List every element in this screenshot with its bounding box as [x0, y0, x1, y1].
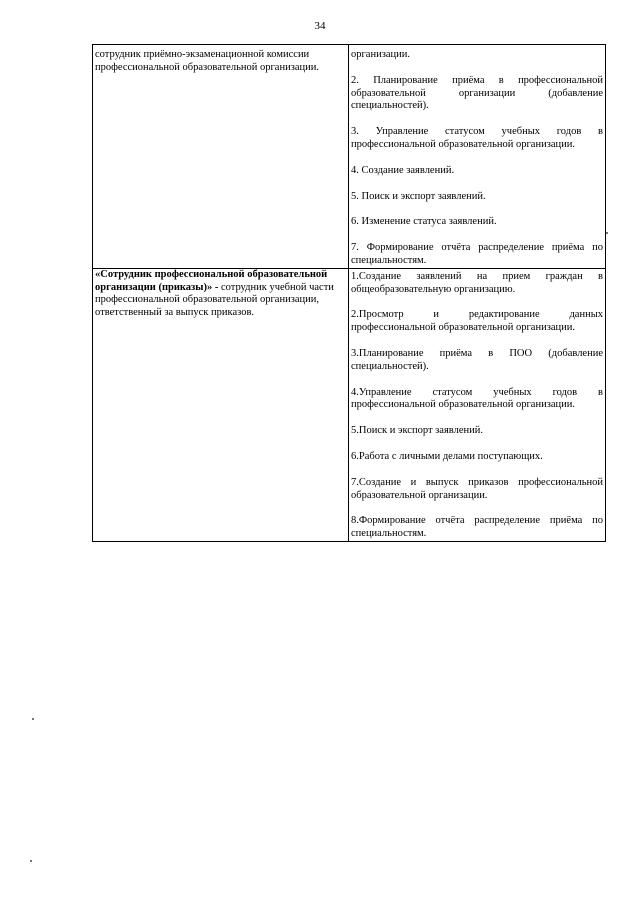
function-item: 6. Изменение статуса заявлений.: [351, 216, 497, 228]
functions-cell: [349, 268, 606, 541]
role-cell: [93, 45, 349, 269]
function-item: 2. Планирование приёма в профессиональной образовательной организации (добавление специальностей).: [351, 74, 603, 112]
scan-speck: [32, 718, 34, 720]
function-item: 5. Поиск и экспорт заявлений.: [351, 190, 486, 202]
function-item: 2.Просмотр и редактирование данных профессиональной образовательной организации.: [351, 309, 603, 334]
roles-table: [92, 44, 606, 542]
function-item: 8.Формирование отчёта распределение приёма по специальностям.: [351, 515, 603, 540]
function-item: 3. Управление статусом учебных годов в профессиональной образовательной организации.: [351, 126, 603, 150]
function-item: 5.Поиск и экспорт заявлений.: [351, 425, 483, 437]
function-item: 6.Работа с личными делами поступающих.: [351, 450, 543, 462]
role-title: «Сотрудник профессиональной образовательной организации (приказы)» -: [95, 268, 328, 293]
function-item: 7. Формирование отчёта распределение приёма по специальностям.: [351, 242, 603, 266]
function-item: 4.Управление статусом учебных годов в профессиональной образовательной организации.: [351, 386, 603, 411]
functions-cell: [349, 45, 606, 269]
page-number: 34: [314, 20, 326, 32]
table-row: [93, 268, 606, 541]
function-item: 1.Создание заявлений на прием граждан в общеобразовательную организацию.: [351, 270, 603, 295]
table-row: [93, 45, 606, 269]
scan-speck: [606, 232, 608, 234]
role-description: сотрудник учебной части профессиональной образовательной организации, ответственный за выпуск приказов.: [95, 281, 334, 319]
role-description: сотрудник приёмно-экзаменационной комиссии профессиональной образовательной организации.: [95, 49, 319, 73]
role-cell: [93, 268, 349, 541]
function-item: 7.Создание и выпуск приказов профессиональной образовательной организации.: [351, 476, 603, 501]
scan-speck: [30, 860, 32, 862]
function-item: 4. Создание заявлений.: [351, 164, 455, 176]
function-item: организации.: [351, 49, 410, 60]
function-item: 3.Планирование приёма в ПОО (добавление специальностей).: [351, 347, 603, 372]
